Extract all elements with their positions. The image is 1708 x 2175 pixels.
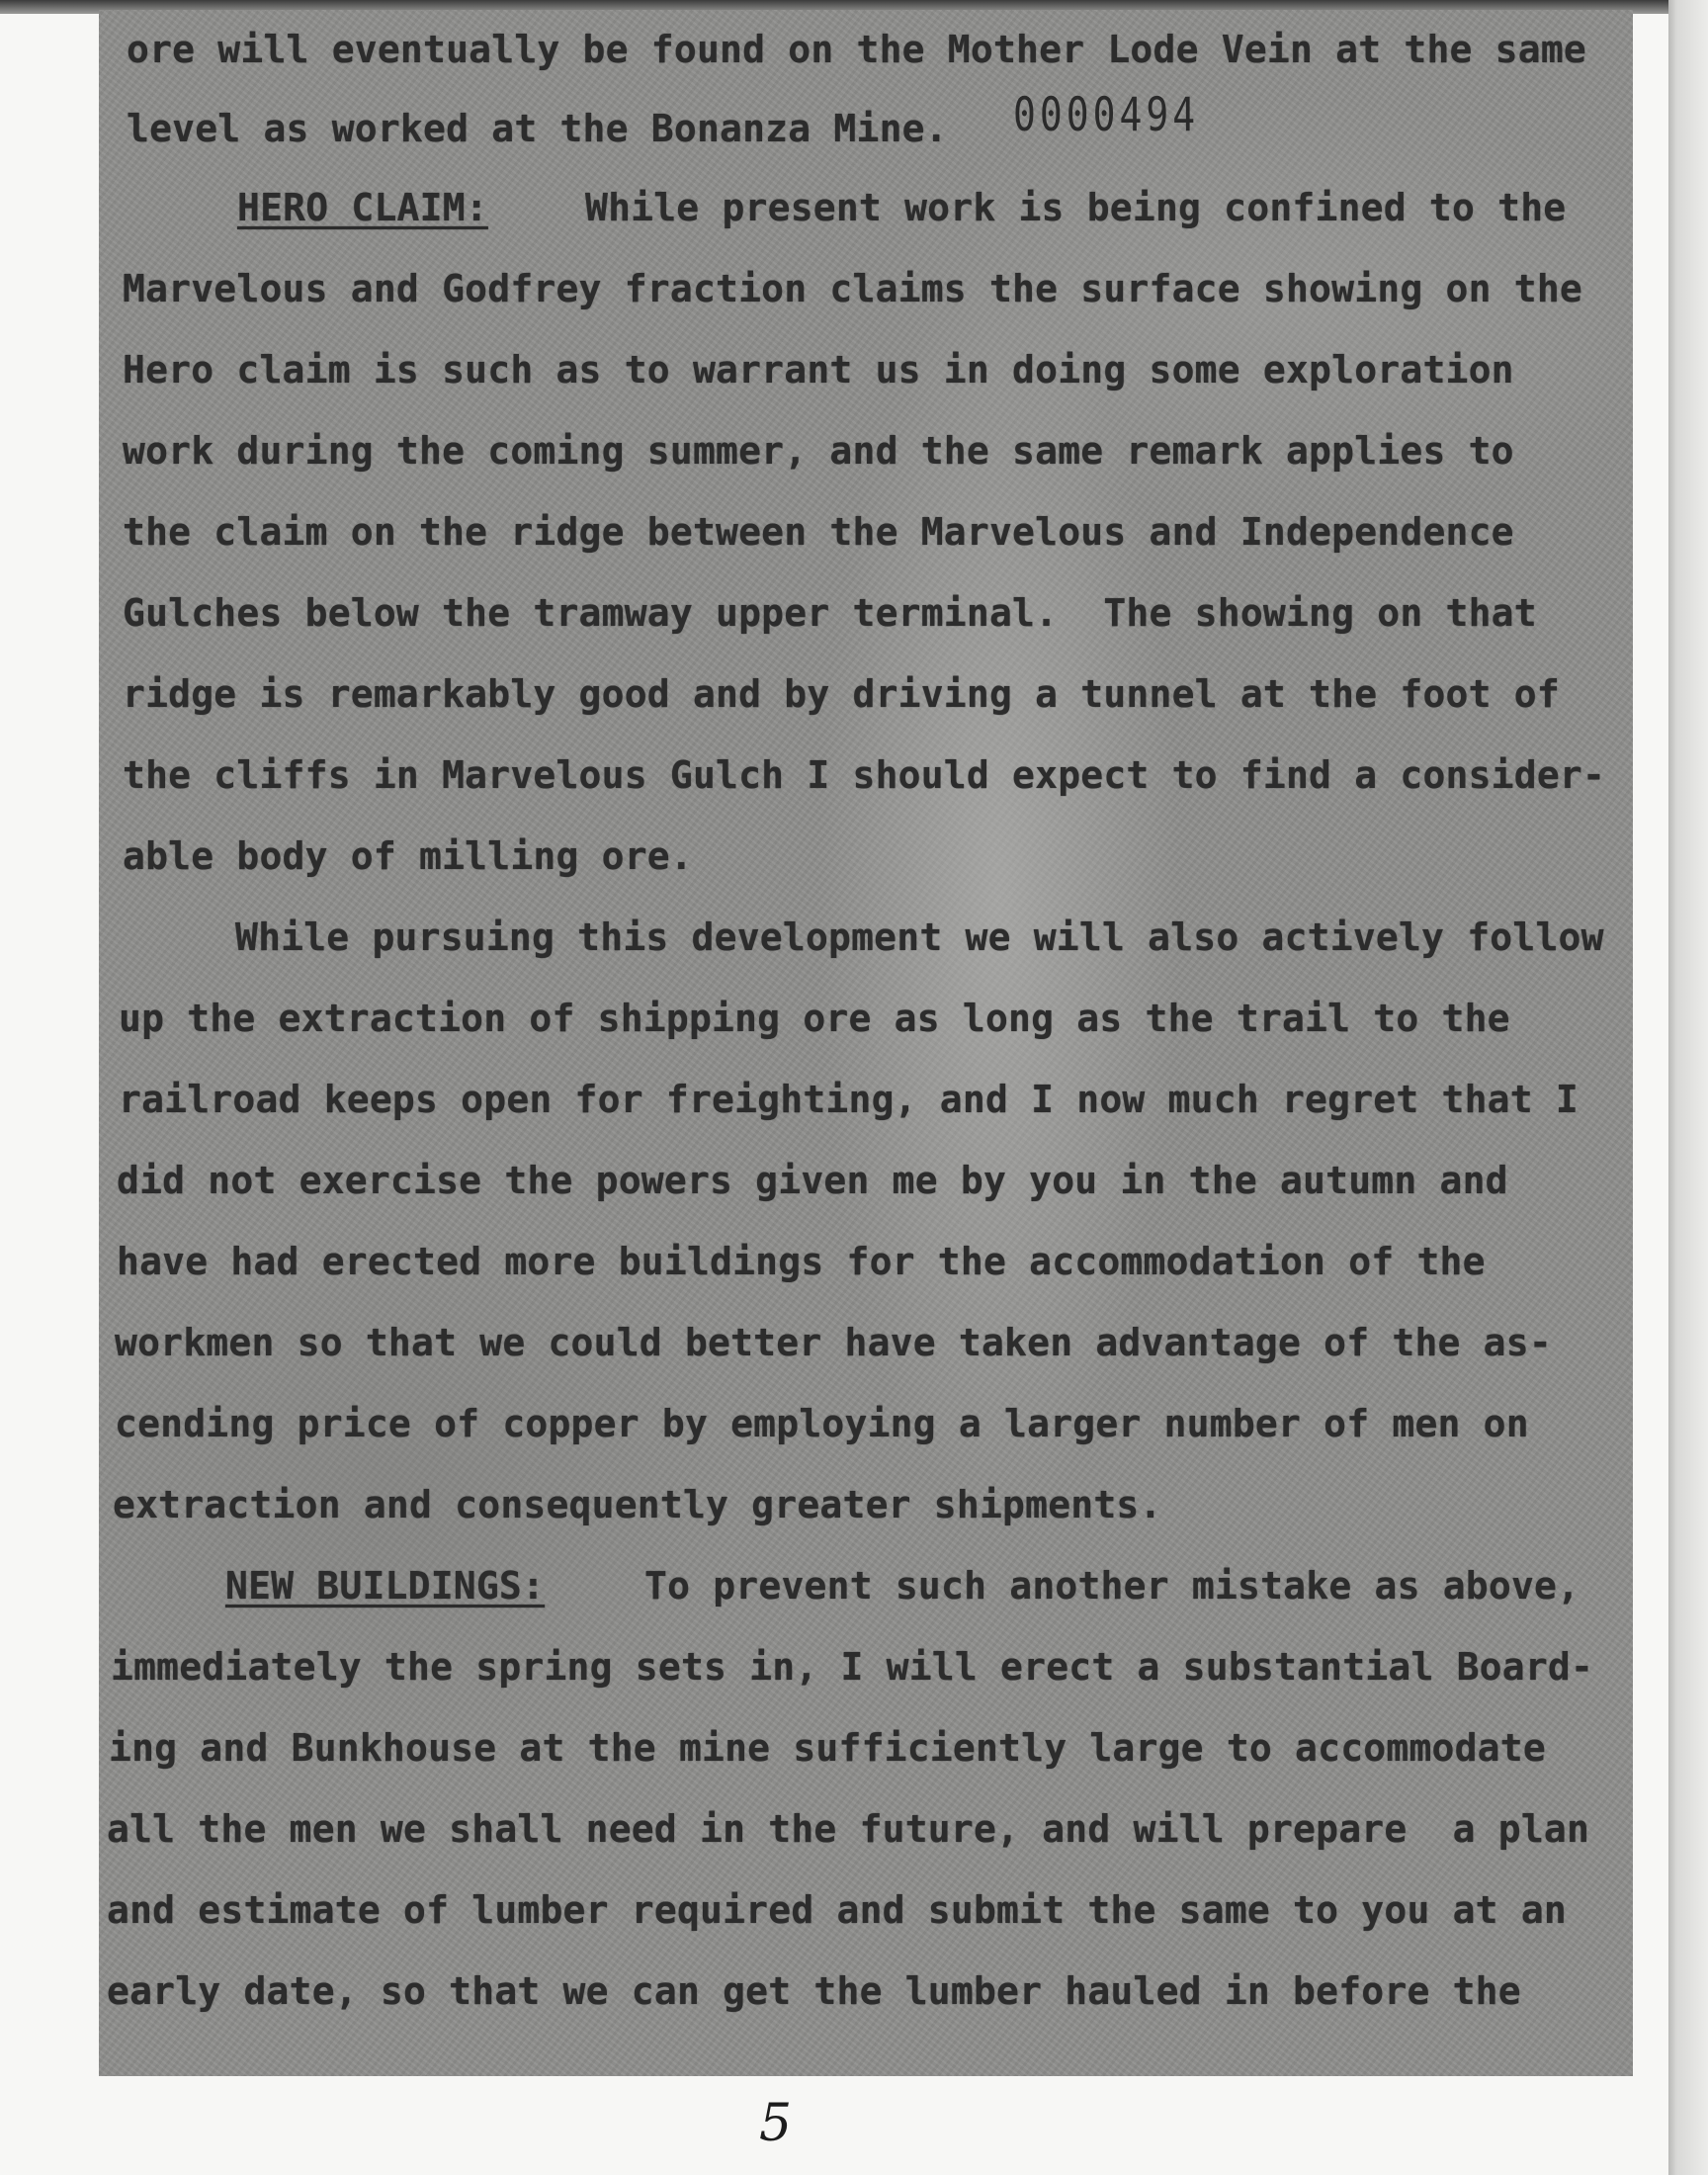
text-line: Hero claim is such as to warrant us in doing some exploration	[123, 348, 1514, 392]
text-line: have had erected more buildings for the accommodation of the	[117, 1240, 1486, 1283]
text-line: immediately the spring sets in, I will erect a substantial Board-	[111, 1645, 1594, 1689]
text-line: all the men we shall need in the future, and will prepare a plan	[107, 1807, 1590, 1851]
text-line: up the extraction of shipping ore as long as the trail to the	[119, 997, 1510, 1040]
text-line: did not exercise the powers given me by you in the autumn and	[117, 1159, 1508, 1202]
document-code: 0000494	[1013, 87, 1200, 141]
text-line: workmen so that we could better have taken advantage of the as-	[115, 1321, 1552, 1364]
text-line: ore will eventually be found on the Mother Lode Vein at the same	[127, 28, 1586, 71]
text-line: cending price of copper by employing a larger number of men on	[115, 1402, 1529, 1445]
text-line: and estimate of lumber required and submit the same to you at an	[107, 1888, 1567, 1932]
scan-right-edge	[1668, 0, 1708, 2175]
text-line: railroad keeps open for freighting, and I now much regret that I	[119, 1078, 1579, 1121]
text-line: Gulches below the tramway upper terminal. The showing on that	[123, 591, 1537, 635]
text-line: work during the coming summer, and the same remark applies to	[123, 429, 1514, 473]
text-line: the cliffs in Marvelous Gulch I should expect to find a consider-	[123, 753, 1606, 797]
heading-hero-claim: HERO CLAIM:	[237, 186, 488, 229]
text-line: To prevent such another mistake as above,	[644, 1564, 1580, 1608]
text-line: extraction and consequently greater shipments.	[113, 1483, 1162, 1526]
text-line: Marvelous and Godfrey fraction claims the surface showing on the	[123, 267, 1582, 310]
text-line: able body of milling ore.	[123, 834, 693, 878]
heading-new-buildings: NEW BUILDINGS:	[225, 1564, 546, 1608]
text-line: early date, so that we can get the lumber hauled in before the	[107, 1969, 1521, 2013]
text-line: ing and Bunkhouse at the mine sufficiently large to accommodate	[109, 1726, 1546, 1770]
text-line: ridge is remarkably good and by driving a tunnel at the foot of	[123, 672, 1560, 716]
text-line: While present work is being confined to the	[585, 186, 1567, 229]
text-line: the claim on the ridge between the Marvelous and Independence	[123, 510, 1514, 554]
text-line: level as worked at the Bonanza Mine.	[127, 107, 948, 150]
text-line: While pursuing this development we will also actively follow	[235, 915, 1604, 959]
page-number: 5	[759, 2094, 793, 2153]
